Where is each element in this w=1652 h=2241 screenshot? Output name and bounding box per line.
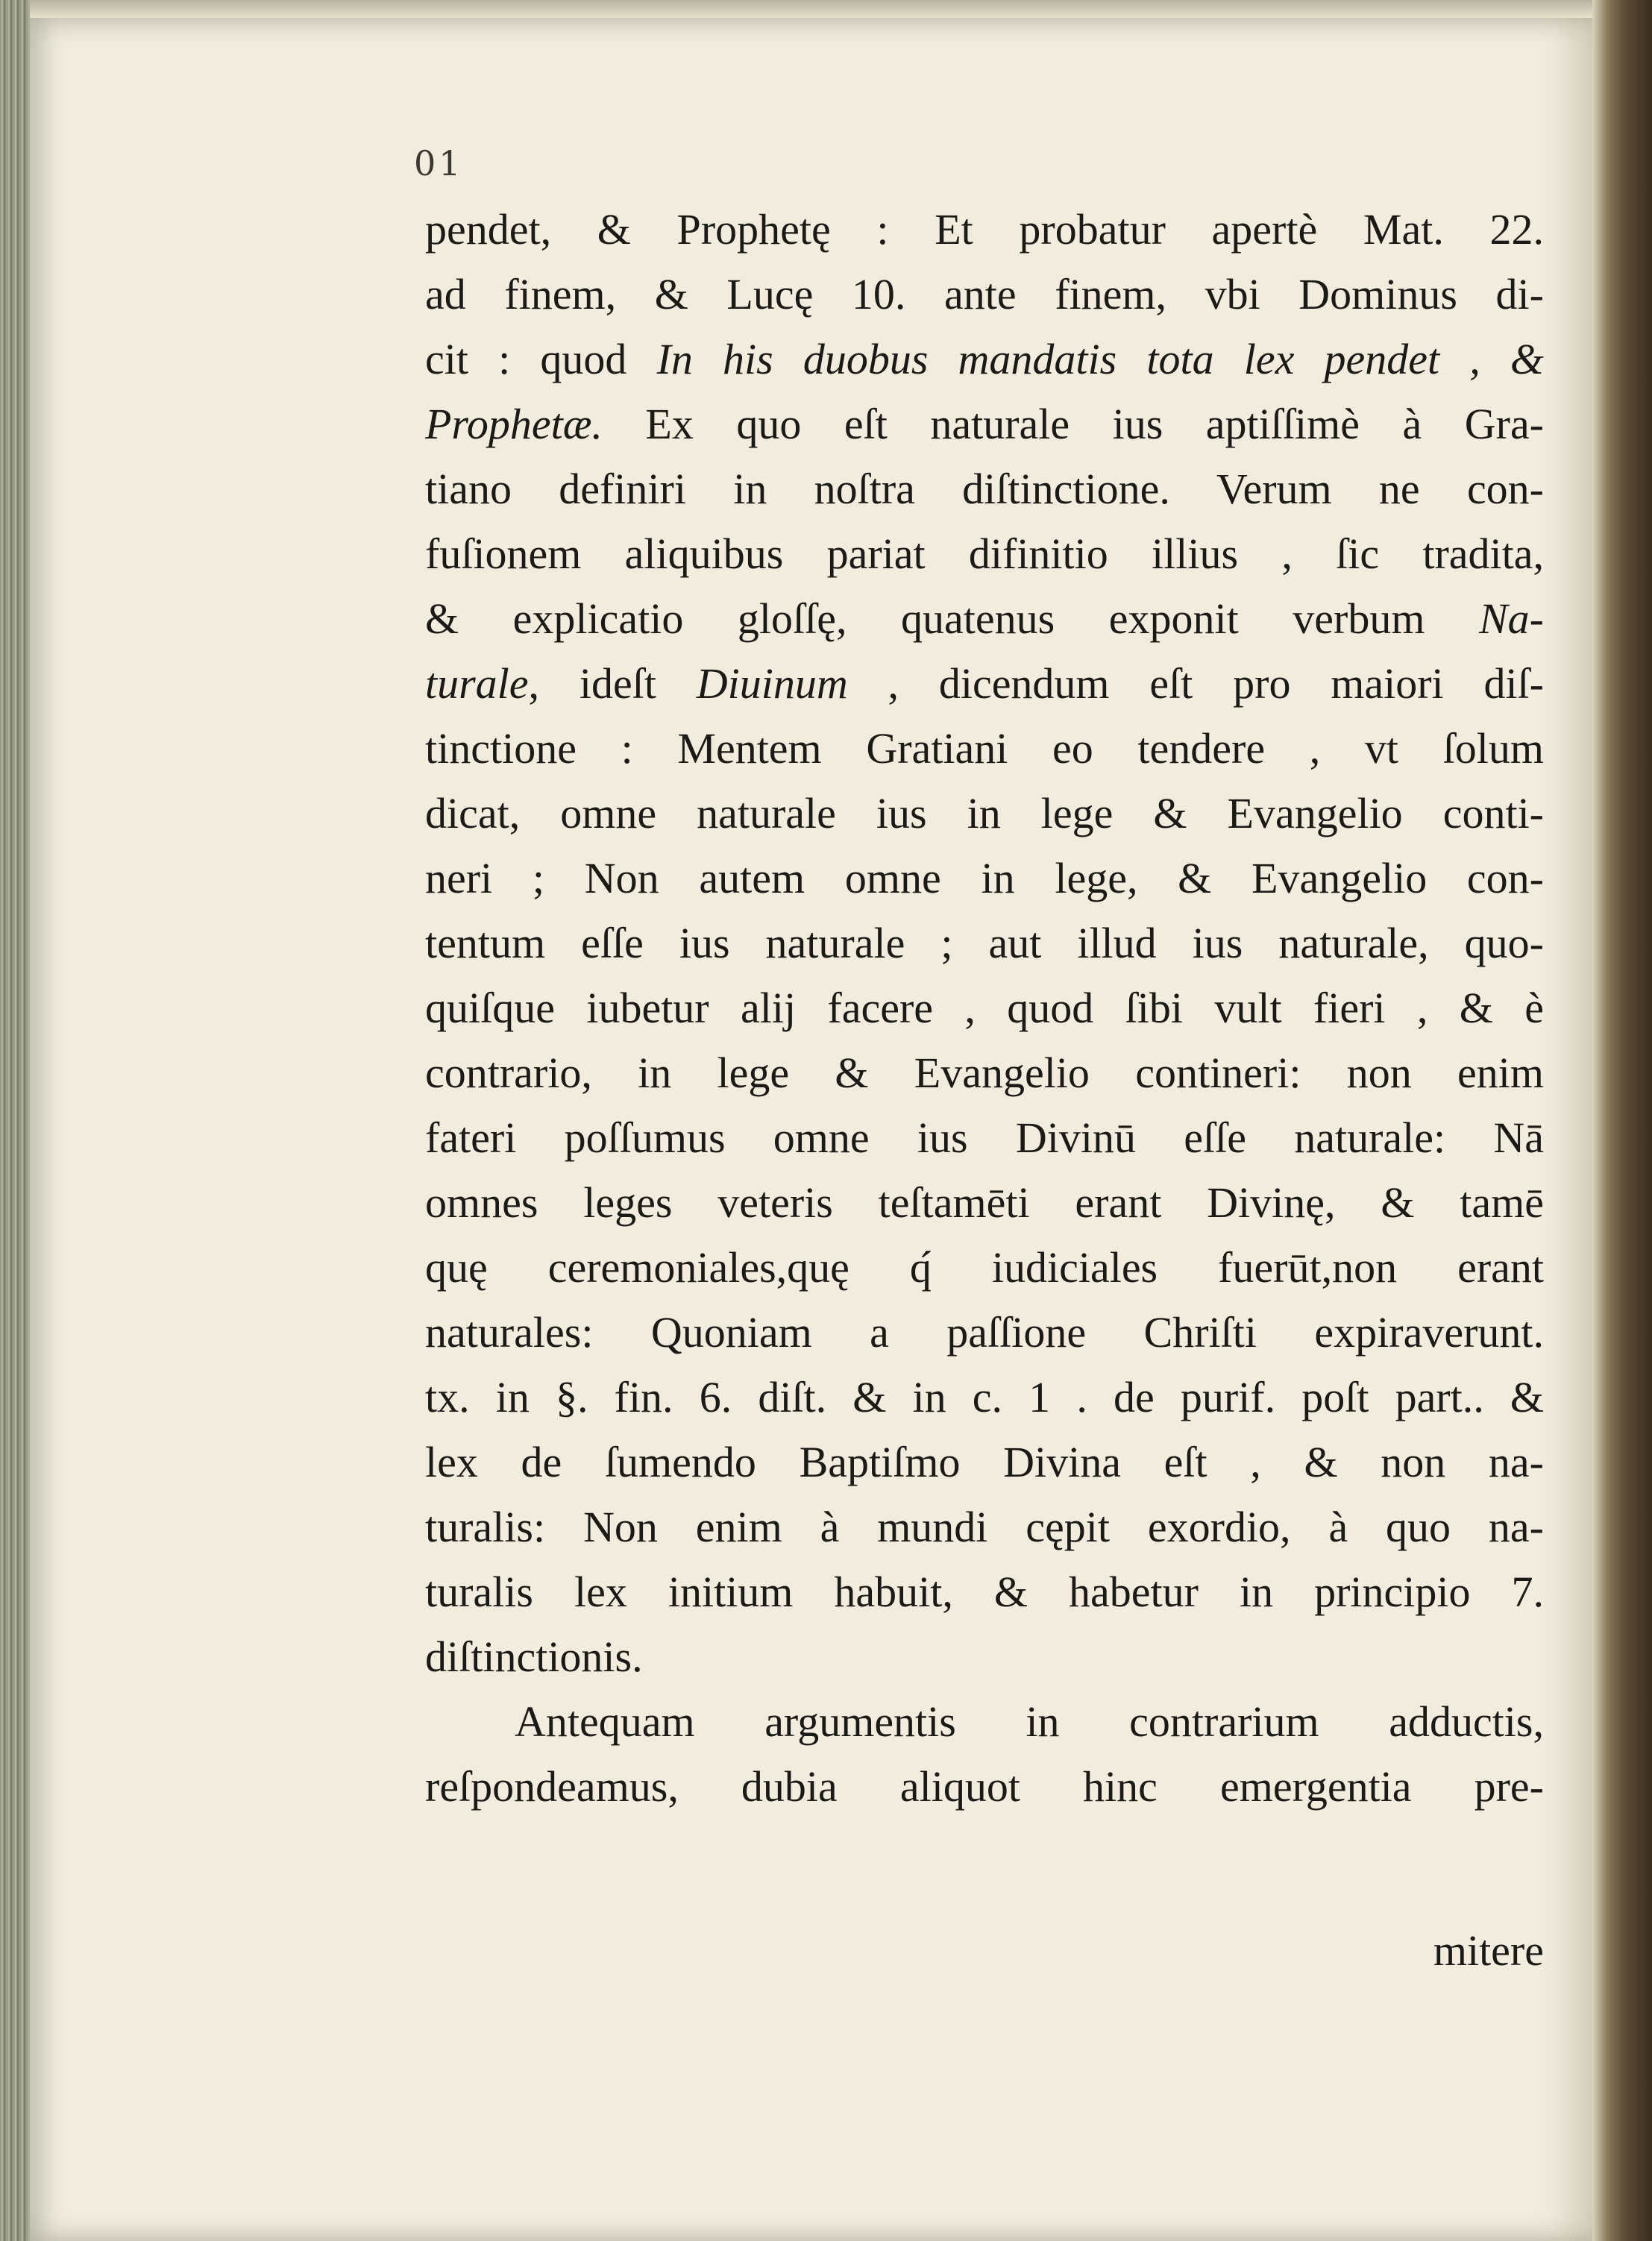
text-line — [425, 392, 1544, 456]
text-line — [425, 1235, 1544, 1300]
top-edge — [30, 0, 1592, 18]
text-line — [425, 1494, 1544, 1559]
italic-phrase: Diuinum — [696, 659, 848, 708]
body-text — [425, 197, 1544, 1819]
italic-phrase: Na- — [1479, 594, 1544, 643]
text-run: dicat, omne naturale ius in lege & Evangelio conti- — [425, 789, 1544, 837]
text-line — [425, 1624, 1544, 1689]
text-run: turalis: Non enim à mundi cępit exordio, à quo na- — [425, 1503, 1544, 1551]
text-line — [425, 262, 1544, 327]
text-line — [425, 911, 1544, 975]
text-line — [425, 456, 1544, 521]
italic-phrase: In his duobus mandatis tota lex pendet , & — [656, 335, 1544, 383]
text-run: cit : quod — [425, 335, 657, 383]
text-run: omnes leges veteris teſtamēti erant Divinę, & tamē — [425, 1178, 1544, 1227]
catchword: mitere — [1433, 1926, 1544, 1975]
text-run: quiſque iubetur alij facere , quod ſibi vult fieri , & è — [425, 984, 1544, 1032]
text-line — [425, 1689, 1544, 1754]
text-line — [425, 1754, 1544, 1819]
text-run: Ex quo eſt naturale ius aptiſſimè à Gra- — [602, 400, 1544, 448]
text-line — [425, 781, 1544, 846]
text-line — [425, 1365, 1544, 1430]
text-line — [425, 975, 1544, 1040]
text-line — [425, 1430, 1544, 1494]
text-line — [425, 1559, 1544, 1624]
text-run: naturales: Quoniam a paſſione Chriſti expiraverunt. — [425, 1308, 1544, 1357]
text-line — [425, 197, 1544, 262]
text-line — [425, 521, 1544, 586]
text-run: tentum eſſe ius naturale ; aut illud ius naturale, quo- — [425, 919, 1544, 967]
page-number: 01 — [414, 143, 464, 183]
text-run: tiano definiri in noſtra diſtinctione. Verum ne con- — [425, 465, 1544, 513]
catchword-block — [425, 1918, 1544, 1983]
text-run: , dicendum eſt pro maiori diſ- — [847, 659, 1544, 708]
text-line — [425, 327, 1544, 392]
text-run: reſpondeamus, dubia aliquot hinc emergentia pre- — [425, 1762, 1544, 1811]
text-line — [425, 716, 1544, 781]
text-run: pendet, & Prophetę : Et probatur apertè Mat. 22. — [425, 205, 1544, 254]
fore-edge — [0, 0, 30, 2241]
italic-phrase: Prophetæ. — [425, 400, 603, 448]
text-line — [425, 846, 1544, 911]
binding-edge — [1592, 0, 1652, 2241]
italic-phrase: turale — [425, 659, 529, 708]
text-line — [425, 1300, 1544, 1365]
text-run: turalis lex initium habuit, & habetur in principio 7. — [425, 1568, 1544, 1616]
text-line — [425, 1105, 1544, 1170]
text-run: fateri poſſumus omne ius Divinū eſſe naturale: Nā — [425, 1113, 1544, 1162]
text-line — [425, 1170, 1544, 1235]
text-run: tx. in §. fin. 6. diſt. & in c. 1 . de purif. poſt part.. & — [425, 1373, 1544, 1421]
text-run: & explicatio gloſſę, quatenus exponit verbum — [425, 594, 1479, 643]
text-run: lex de ſumendo Baptiſmo Divina eſt , & non na- — [425, 1438, 1544, 1486]
text-run: diſtinctionis. — [425, 1632, 643, 1681]
text-run: neri ; Non autem omne in lege, & Evangelio con- — [425, 854, 1544, 902]
text-run: ad finem, & Lucę 10. ante finem, vbi Dominus di- — [425, 270, 1544, 318]
text-line — [425, 651, 1544, 716]
text-run: fuſionem aliquibus pariat difinitio illius , ſic tradita, — [425, 529, 1544, 578]
text-line — [425, 1040, 1544, 1105]
text-run: tinctione : Mentem Gratiani eo tendere , vt ſolum — [425, 724, 1544, 773]
text-run: Antequam argumentis in contrarium adductis, — [515, 1697, 1544, 1746]
text-run: , ideſt — [528, 659, 697, 708]
text-run: contrario, in lege & Evangelio contineri: non enim — [425, 1049, 1544, 1097]
text-run: quę ceremoniales,quę q́ iudiciales fuerūt,non erant — [425, 1243, 1544, 1292]
text-line — [425, 586, 1544, 651]
book-page — [30, 18, 1592, 2241]
